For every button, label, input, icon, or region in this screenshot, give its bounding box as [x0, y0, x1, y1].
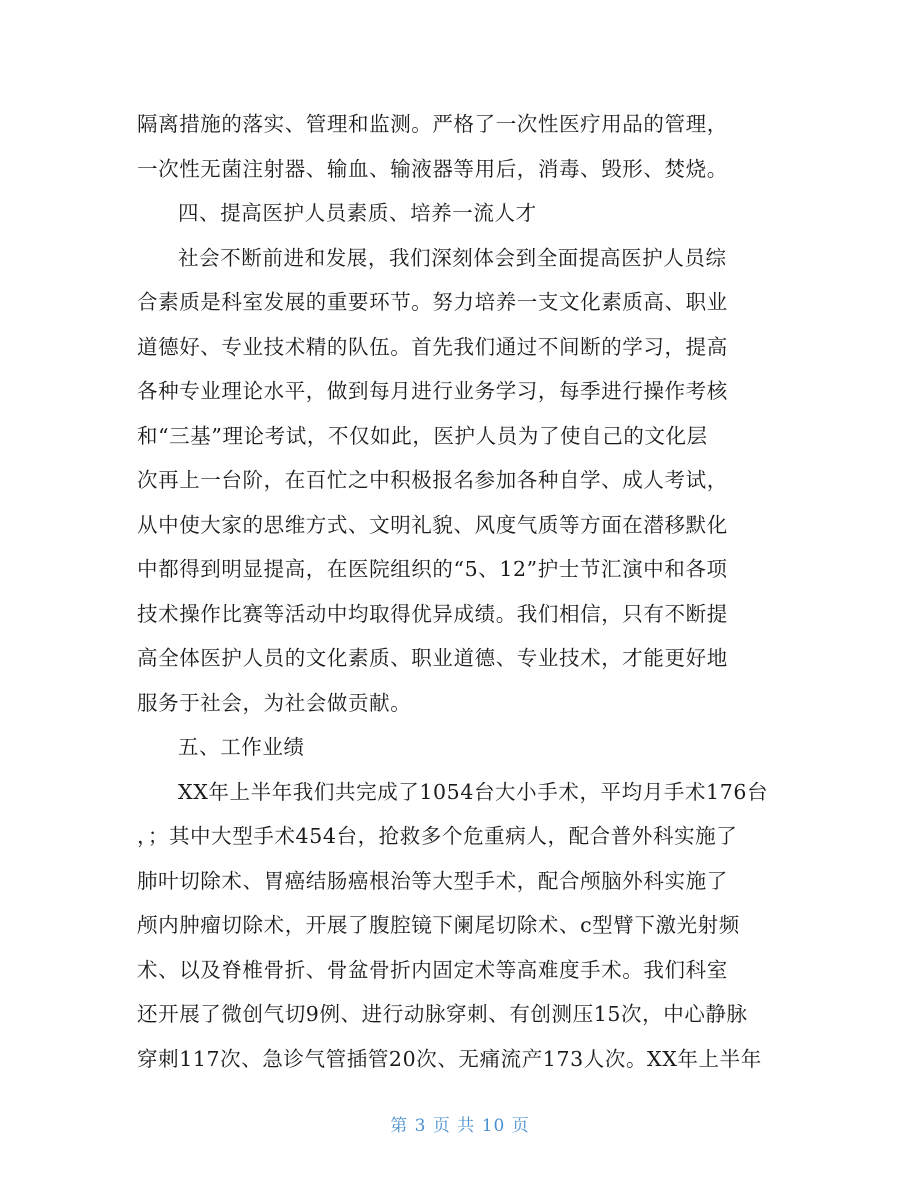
text-line: 穿刺117次、急诊气管插管20次、无痛流产173人次。XX年上半年	[137, 1046, 762, 1071]
text-line: 高全体医护人员的文化素质、职业道德、专业技术，才能更好地	[137, 646, 728, 670]
body-text	[137, 102, 787, 1081]
text-line: 肺叶切除术、胃癌结肠癌根治等大型手术，配合颅脑外科实施了	[137, 868, 728, 893]
text-line: 颅内肿瘤切除术，开展了腹腔镜下阑尾切除术、c型臂下激光射频	[137, 913, 740, 937]
text-line: 和“三基”理论考试，不仅如此，医护人员为了使自己的文化层	[137, 423, 708, 448]
text-line: XX年上半年我们共完成了1054台大小手术，平均月手术176台	[178, 779, 769, 804]
text-line: 从中使大家的思维方式、文明礼貌、风度气质等方面在潜移默化	[137, 512, 728, 537]
page-footer: 第 3 页 共 10 页	[390, 1116, 530, 1136]
text-line: 中都得到明显提高，在医院组织的“5、12”护士节汇演中和各项	[137, 557, 728, 581]
text-line: 术、以及脊椎骨折、骨盆骨折内固定术等高难度手术。我们科室	[137, 957, 728, 982]
text-line: 服务于社会，为社会做贡献。	[137, 690, 412, 715]
text-line: ，；其中大型手术454台，抢救多个危重病人，配合普外科实施了	[137, 824, 738, 848]
text-line: 道德好、专业技术精的队伍。首先我们通过不间断的学习，提高	[137, 334, 728, 359]
text-line: 还开展了微创气切9例、进行动脉穿刺、有创测压15次，中心静脉	[137, 1002, 748, 1026]
text-line: 次再上一台阶，在百忙之中积极报名参加各种自学、成人考试，	[137, 468, 728, 492]
text-line: 四、提高医护人员素质、培养一流人才	[178, 201, 537, 225]
text-line: 五、工作业绩	[178, 735, 305, 759]
text-line: 各种专业理论水平，做到每月进行业务学习，每季进行操作考核	[137, 379, 728, 403]
text-line: 合素质是科室发展的重要环节。努力培养一支文化素质高、职业	[137, 290, 728, 314]
text-line: 技术操作比赛等活动中均取得优异成绩。我们相信，只有不断提	[137, 601, 728, 626]
text-line: 社会不断前进和发展，我们深刻体会到全面提高医护人员综	[178, 245, 727, 270]
text-line: 隔离措施的落实、管理和监测。严格了一次性医疗用品的管理，	[137, 112, 728, 136]
text-line: 一次性无菌注射器、输血、输液器等用后，消毒、毁形、焚烧。	[137, 156, 728, 181]
